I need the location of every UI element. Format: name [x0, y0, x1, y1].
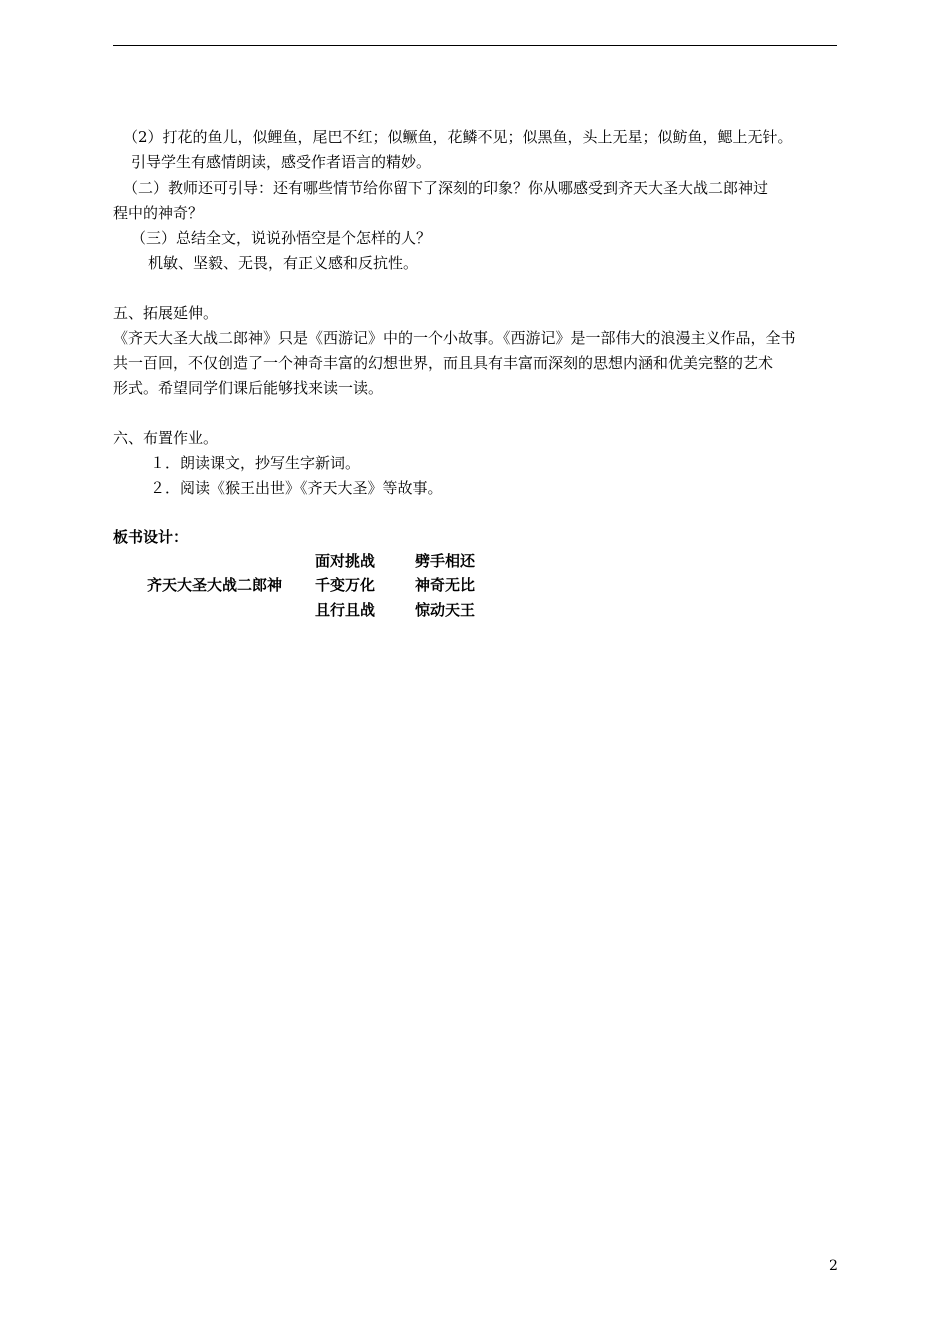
- q2-line-1: （2）打花的鱼儿，似鲤鱼，尾巴不红；似鳜鱼，花鳞不见；似黑鱼，头上无星；似鲂鱼，鳃上无针。: [123, 128, 793, 146]
- board-col2-item: 劈手相还: [415, 552, 476, 570]
- q2-line-2: 引导学生有感情朗读，感受作者语言的精妙。: [131, 153, 432, 171]
- section-5-heading: 五、拓展延伸。: [113, 304, 219, 322]
- header-rule: [113, 45, 837, 46]
- board-col1-item: 千变万化: [315, 576, 376, 594]
- board-col2-item: 惊动天王: [415, 601, 476, 619]
- board-col1-item: 面对挑战: [315, 552, 376, 570]
- section-6-heading: 六、布置作业。: [113, 429, 219, 447]
- board-col2-item: 神奇无比: [415, 576, 476, 594]
- section-2-line-2: 程中的神奇？: [113, 204, 204, 222]
- board-title: 齐天大圣大战二郎神: [147, 576, 283, 594]
- board-heading: 板书设计：: [113, 528, 189, 546]
- section-5-para-1: 《齐天大圣大战二郎神》只是《西游记》中的一个小故事。《西游记》是一部伟大的浪漫主义作品，全书: [113, 329, 796, 347]
- section-5-para-3: 形式。希望同学们课后能够找来读一读。: [113, 379, 384, 397]
- board-col1-item: 且行且战: [315, 601, 376, 619]
- homework-item-1: １．朗读课文，抄写生字新词。: [150, 454, 361, 472]
- section-3-answer: 机敏、坚毅、无畏，有正义感和反抗性。: [148, 254, 419, 272]
- section-3-question: （三）总结全文，说说孙悟空是个怎样的人？: [131, 229, 432, 247]
- homework-item-2: ２．阅读《猴王出世》《齐天大圣》等故事。: [150, 479, 443, 497]
- page-number: 2: [829, 1258, 838, 1274]
- section-2-line-1: （二）教师还可引导：还有哪些情节给你留下了深刻的印象？你从哪感受到齐天大圣大战二郎神过: [123, 179, 769, 197]
- section-5-para-2: 共一百回，不仅创造了一个神奇丰富的幻想世界，而且具有丰富而深刻的思想内涵和优美完整的艺术: [113, 354, 774, 372]
